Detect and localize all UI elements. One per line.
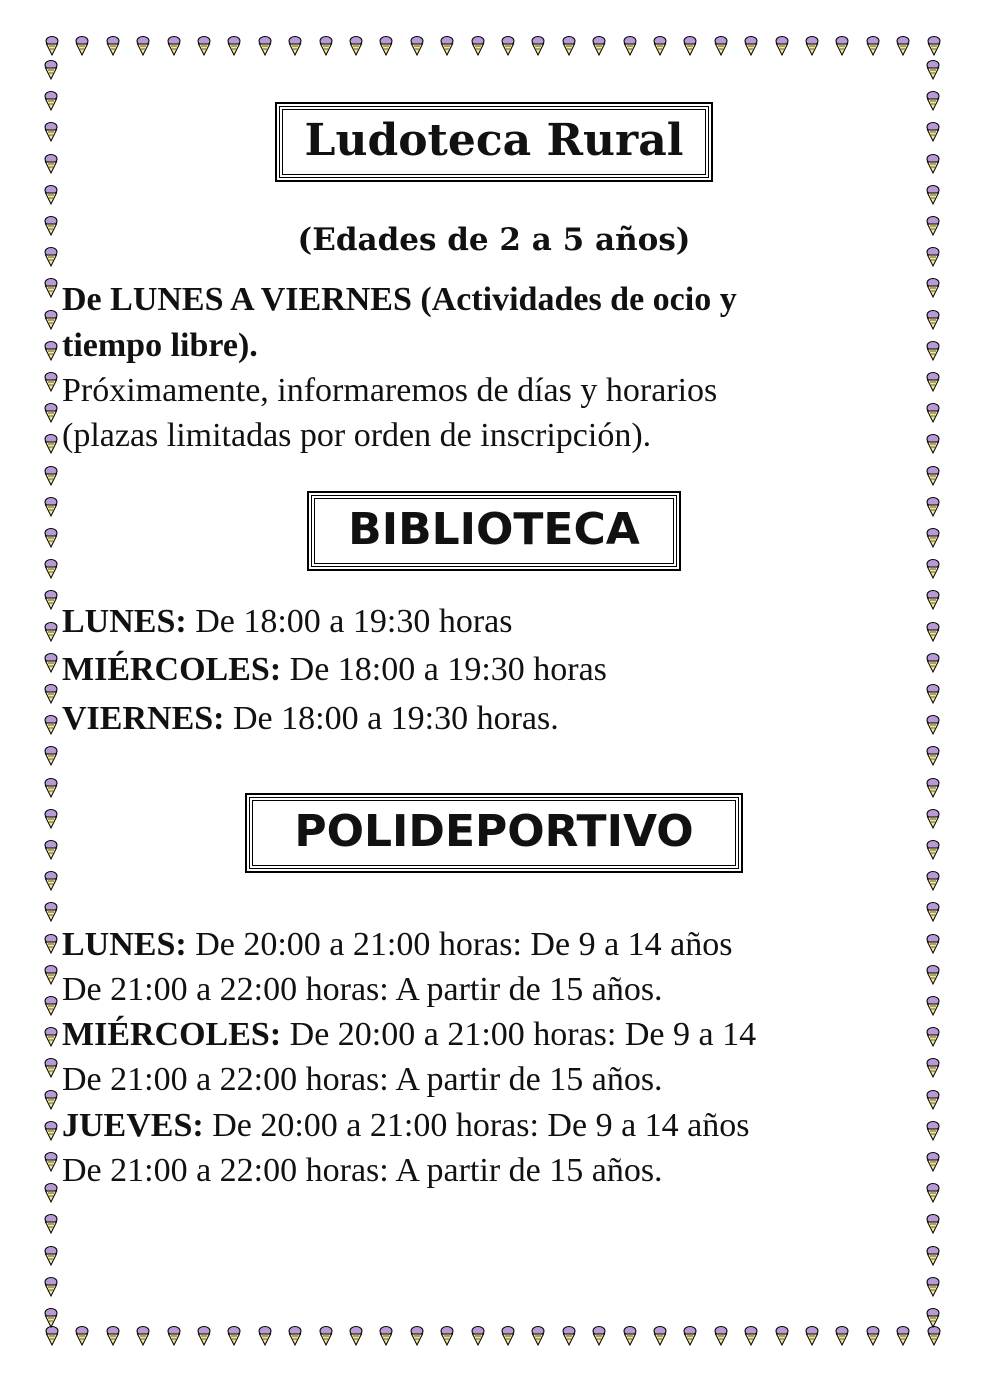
ice-cream-cone-icon	[410, 1326, 424, 1346]
ice-cream-cone-icon	[926, 590, 940, 610]
ice-cream-cone-icon	[44, 1183, 58, 1203]
ice-cream-cone-icon	[44, 1308, 58, 1328]
ludoteca-ages: (Edades de 2 a 5 años)	[297, 222, 691, 258]
ice-cream-cone-icon	[926, 653, 940, 673]
ice-cream-cone-icon	[44, 1277, 58, 1297]
ice-cream-cone-icon	[926, 497, 940, 517]
ice-cream-cone-icon	[471, 36, 485, 56]
ice-cream-cone-icon	[44, 372, 58, 392]
ice-cream-cone-icon	[926, 434, 940, 454]
ice-cream-cone-icon	[714, 36, 728, 56]
ice-cream-cone-icon	[75, 36, 89, 56]
ice-cream-cone-icon	[866, 36, 880, 56]
schedule-text: De 20:00 a 21:00 horas: De 9 a 14	[281, 1016, 757, 1053]
ice-cream-cone-icon	[44, 622, 58, 642]
ice-cream-cone-icon	[926, 840, 940, 860]
ice-cream-cone-icon	[562, 1326, 576, 1346]
ice-cream-cone-icon	[926, 91, 940, 111]
ice-cream-cone-icon	[926, 310, 940, 330]
ice-cream-cone-icon	[926, 372, 940, 392]
biblioteca-row	[62, 648, 607, 692]
polideportivo-title: POLIDEPORTIVO	[249, 797, 739, 869]
ice-cream-cone-icon	[44, 528, 58, 548]
schedule-text: De 18:00 a 19:30 horas	[186, 603, 513, 640]
ice-cream-cone-icon	[866, 1326, 880, 1346]
polideportivo-row	[62, 1058, 663, 1102]
ice-cream-cone-icon	[926, 1027, 940, 1047]
ice-cream-cone-icon	[926, 1152, 940, 1172]
ice-cream-cone-icon	[926, 996, 940, 1016]
ice-cream-cone-icon	[501, 36, 515, 56]
ice-cream-cone-icon	[926, 1090, 940, 1110]
ice-cream-cone-icon	[926, 715, 940, 735]
ice-cream-cone-icon	[896, 36, 910, 56]
ice-cream-cone-icon	[44, 60, 58, 80]
ice-cream-cone-icon	[44, 902, 58, 922]
ice-cream-cone-icon	[896, 1326, 910, 1346]
ice-cream-cone-icon	[44, 1027, 58, 1047]
ice-cream-cone-icon	[653, 36, 667, 56]
ice-cream-cone-icon	[592, 1326, 606, 1346]
ice-cream-cone-icon	[410, 36, 424, 56]
ice-cream-cone-icon	[835, 36, 849, 56]
schedule-text: De 21:00 a 22:00 horas: A partir de 15 años.	[62, 1152, 663, 1189]
ice-cream-cone-icon	[805, 36, 819, 56]
ice-cream-cone-icon	[926, 746, 940, 766]
ice-cream-cone-icon	[106, 1326, 120, 1346]
ice-cream-cone-icon	[44, 278, 58, 298]
ludoteca-line-4: (plazas limitadas por orden de inscripción).	[62, 417, 652, 454]
ice-cream-cone-icon	[349, 36, 363, 56]
ice-cream-cone-icon	[44, 840, 58, 860]
ice-cream-cone-icon	[44, 497, 58, 517]
ice-cream-cone-icon	[288, 1326, 302, 1346]
ice-cream-cone-icon	[926, 1246, 940, 1266]
ice-cream-cone-icon	[926, 684, 940, 704]
ice-cream-cone-icon	[775, 1326, 789, 1346]
ice-cream-cone-icon	[197, 1326, 211, 1346]
ice-cream-cone-icon	[926, 622, 940, 642]
ice-cream-cone-icon	[926, 871, 940, 891]
ice-cream-cone-icon	[44, 403, 58, 423]
ice-cream-cone-icon	[926, 965, 940, 985]
ice-cream-cone-icon	[926, 403, 940, 423]
ice-cream-cone-icon	[44, 154, 58, 174]
ice-cream-cone-icon	[471, 1326, 485, 1346]
day-label: JUEVES:	[62, 1107, 204, 1144]
ice-cream-cone-icon	[926, 278, 940, 298]
schedule-text: De 18:00 a 19:30 horas.	[224, 700, 559, 737]
ludoteca-line-1: De LUNES A VIERNES (Actividades de ocio y	[62, 281, 737, 318]
ice-cream-cone-icon	[44, 809, 58, 829]
schedule-text: De 18:00 a 19:30 horas	[281, 651, 607, 688]
ice-cream-cone-icon	[319, 1326, 333, 1346]
ice-cream-cone-icon	[926, 185, 940, 205]
schedule-text: De 21:00 a 22:00 horas: A partir de 15 años.	[62, 971, 663, 1008]
ice-cream-cone-icon	[44, 715, 58, 735]
ice-cream-cone-icon	[75, 1326, 89, 1346]
ice-cream-cone-icon	[44, 684, 58, 704]
ice-cream-cone-icon	[44, 996, 58, 1016]
ice-cream-cone-icon	[349, 1326, 363, 1346]
schedule-text: De 20:00 a 21:00 horas: De 9 a 14 años	[186, 926, 733, 963]
ice-cream-cone-icon	[501, 1326, 515, 1346]
ice-cream-cone-icon	[44, 341, 58, 361]
ice-cream-cone-icon	[44, 1214, 58, 1234]
ice-cream-cone-icon	[926, 1214, 940, 1234]
ice-cream-cone-icon	[592, 36, 606, 56]
ludoteca-line-2: tiempo libre).	[62, 327, 258, 364]
ice-cream-cone-icon	[926, 1277, 940, 1297]
ice-cream-cone-icon	[106, 36, 120, 56]
ice-cream-cone-icon	[319, 36, 333, 56]
day-label: MIÉRCOLES:	[62, 651, 282, 688]
ice-cream-cone-icon	[227, 1326, 241, 1346]
ice-cream-cone-icon	[926, 528, 940, 548]
ice-cream-cone-icon	[714, 1326, 728, 1346]
ice-cream-cone-icon	[926, 122, 940, 142]
polideportivo-row	[62, 1104, 749, 1148]
ice-cream-cone-icon	[927, 1326, 941, 1346]
ice-cream-cone-icon	[531, 1326, 545, 1346]
ice-cream-cone-icon	[926, 154, 940, 174]
ice-cream-cone-icon	[926, 809, 940, 829]
ice-cream-cone-icon	[562, 36, 576, 56]
ice-cream-cone-icon	[258, 36, 272, 56]
ice-cream-cone-icon	[167, 36, 181, 56]
ice-cream-cone-icon	[44, 1058, 58, 1078]
ludoteca-line-3: Próximamente, informaremos de días y horarios	[62, 372, 718, 409]
ice-cream-cone-icon	[197, 36, 211, 56]
biblioteca-row	[62, 697, 559, 741]
ice-cream-cone-icon	[258, 1326, 272, 1346]
ice-cream-cone-icon	[288, 36, 302, 56]
biblioteca-row	[62, 600, 512, 644]
ice-cream-cone-icon	[926, 466, 940, 486]
ice-cream-cone-icon	[926, 1121, 940, 1141]
ice-cream-cone-icon	[531, 36, 545, 56]
ludoteca-title: Ludoteca Rural	[279, 106, 709, 178]
ice-cream-cone-icon	[44, 934, 58, 954]
ice-cream-cone-icon	[927, 36, 941, 56]
ice-cream-cone-icon	[44, 746, 58, 766]
ice-cream-cone-icon	[44, 122, 58, 142]
ice-cream-cone-icon	[440, 1326, 454, 1346]
ice-cream-cone-icon	[44, 1152, 58, 1172]
ice-cream-cone-icon	[926, 934, 940, 954]
biblioteca-title: BIBLIOTECA	[311, 495, 677, 567]
day-label: LUNES:	[62, 603, 187, 640]
ice-cream-cone-icon	[744, 36, 758, 56]
polideportivo-row	[62, 923, 732, 967]
day-label: VIERNES:	[62, 700, 225, 737]
ice-cream-cone-icon	[44, 871, 58, 891]
ice-cream-cone-icon	[623, 36, 637, 56]
ice-cream-cone-icon	[744, 1326, 758, 1346]
ice-cream-cone-icon	[775, 36, 789, 56]
ice-cream-cone-icon	[45, 36, 59, 56]
ice-cream-cone-icon	[379, 36, 393, 56]
ice-cream-cone-icon	[136, 1326, 150, 1346]
ice-cream-cone-icon	[926, 60, 940, 80]
ice-cream-cone-icon	[926, 1058, 940, 1078]
ice-cream-cone-icon	[926, 902, 940, 922]
ice-cream-cone-icon	[835, 1326, 849, 1346]
ice-cream-cone-icon	[926, 1183, 940, 1203]
ice-cream-cone-icon	[136, 36, 150, 56]
polideportivo-row	[62, 1149, 663, 1193]
ice-cream-cone-icon	[44, 559, 58, 579]
ice-cream-cone-icon	[44, 1121, 58, 1141]
ice-cream-cone-icon	[683, 36, 697, 56]
ice-cream-cone-icon	[44, 590, 58, 610]
ice-cream-cone-icon	[44, 778, 58, 798]
ice-cream-cone-icon	[44, 434, 58, 454]
ice-cream-cone-icon	[653, 1326, 667, 1346]
ice-cream-cone-icon	[44, 965, 58, 985]
ice-cream-cone-icon	[683, 1326, 697, 1346]
ice-cream-cone-icon	[440, 36, 454, 56]
ice-cream-cone-icon	[44, 1246, 58, 1266]
ice-cream-cone-icon	[805, 1326, 819, 1346]
polideportivo-row	[62, 1013, 756, 1057]
ice-cream-cone-icon	[44, 653, 58, 673]
ice-cream-cone-icon	[44, 91, 58, 111]
ice-cream-cone-icon	[227, 36, 241, 56]
ice-cream-cone-icon	[44, 185, 58, 205]
ice-cream-cone-icon	[44, 1090, 58, 1110]
ice-cream-cone-icon	[44, 466, 58, 486]
ice-cream-cone-icon	[45, 1326, 59, 1346]
schedule-text: De 20:00 a 21:00 horas: De 9 a 14 años	[203, 1107, 750, 1144]
ice-cream-cone-icon	[623, 1326, 637, 1346]
ice-cream-cone-icon	[379, 1326, 393, 1346]
ice-cream-cone-icon	[926, 1308, 940, 1328]
polideportivo-row	[62, 968, 663, 1012]
day-label: LUNES:	[62, 926, 187, 963]
ice-cream-cone-icon	[44, 310, 58, 330]
schedule-text: De 21:00 a 22:00 horas: A partir de 15 años.	[62, 1061, 663, 1098]
ice-cream-cone-icon	[926, 559, 940, 579]
ice-cream-cone-icon	[926, 341, 940, 361]
day-label: MIÉRCOLES:	[62, 1016, 282, 1053]
ice-cream-cone-icon	[167, 1326, 181, 1346]
ice-cream-cone-icon	[926, 778, 940, 798]
